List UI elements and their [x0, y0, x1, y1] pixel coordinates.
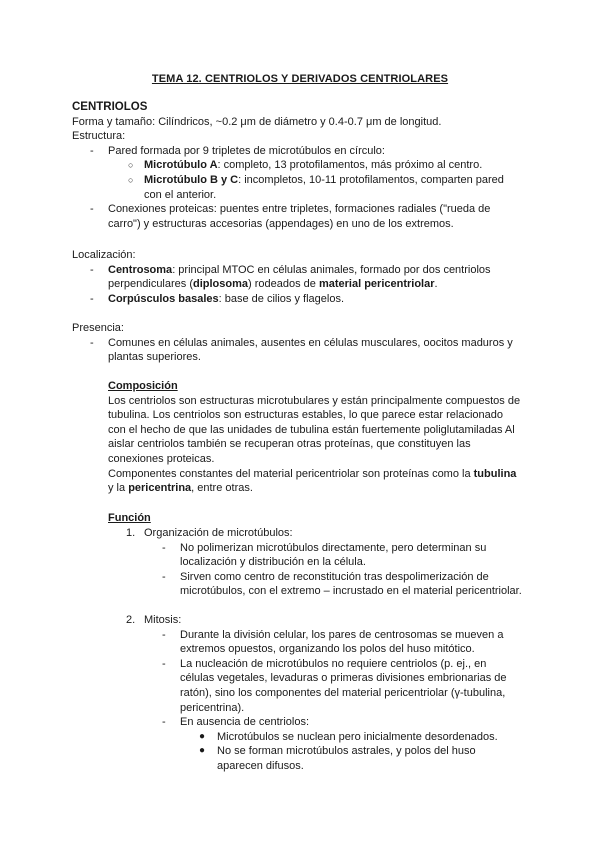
dash-marker: -	[162, 541, 166, 554]
text-segment: Componentes constantes del material pericentriolar son proteínas como la	[108, 467, 474, 480]
microtubulo-bc-desc: : incompletos, 10-11 protofilamentos, comparten pared	[238, 173, 504, 186]
list-item-text: No se forman microtúbulos astrales, y polos del huso	[217, 745, 476, 758]
pared-text: Pared formada por 9 tripletes de microtúbulos en círculo:	[108, 144, 385, 157]
section-funcion	[108, 511, 568, 526]
paragraph-line	[108, 481, 568, 496]
dash-marker: -	[162, 628, 166, 641]
conexiones-text: Conexiones proteicas: puentes entre tripletes, formaciones radiales ("rueda de	[108, 203, 491, 216]
text-segment: .	[434, 278, 438, 291]
term-centrosoma: Centrosoma	[108, 263, 173, 276]
list-item	[72, 173, 532, 188]
localizacion-label: Localización:	[72, 249, 136, 261]
list-item-text: La nucleación de microtúbulos no requiere centriolos (p. ej., en	[180, 657, 487, 670]
term-material-pericentriolar: material pericentriolar	[318, 278, 435, 291]
term-corpusculos-basales: Corpúsculos basales	[108, 292, 219, 305]
paragraph-line: aislar centriolos también se recuperan otras proteínas, que constituyen las	[108, 438, 471, 451]
list-item	[72, 158, 532, 173]
numbered-item-text: Organización de microtúbulos:	[144, 527, 293, 539]
list-item-continuation	[72, 701, 532, 716]
list-item-text: Microtúbulos se nuclean pero inicialmente desordenados.	[217, 730, 498, 743]
list-item-text: No polimerizan microtúbulos directamente, pero determinan su	[180, 541, 487, 554]
term-diplosoma: diplosoma	[193, 278, 249, 291]
list-item	[72, 202, 532, 217]
microtubulo-bc-desc-cont: con el anterior.	[144, 188, 217, 201]
list-item	[72, 292, 532, 307]
paragraph-line: con el hecho de que las unidades de tubulina están fuertemente poliglutamiladas Al	[108, 423, 515, 436]
list-item-text: aparecen difusos.	[217, 759, 304, 772]
list-item	[72, 628, 532, 643]
list-item	[72, 570, 532, 585]
list-item-text: localización y distribución en la célula.	[180, 556, 366, 569]
microtubulo-a-desc: : completo, 13 protofilamentos, más próximo al centro.	[217, 159, 483, 172]
list-item-continuation	[72, 671, 532, 686]
term-microtubulo-bc: Microtúbulo B y C	[144, 173, 239, 186]
conexiones-text-cont: carro") y estructuras accesorias (appendages) en uno de los extremos.	[108, 217, 454, 230]
numbered-item	[72, 526, 532, 541]
term-tubulina: tubulina	[473, 467, 517, 480]
dash-marker: -	[90, 203, 94, 216]
list-item-continuation	[72, 217, 532, 232]
dash-marker: -	[162, 570, 166, 583]
list-item-continuation	[72, 759, 532, 774]
list-item-text: Sirven como centro de reconstitución tras despolimerización de	[180, 570, 489, 583]
list-item-continuation	[72, 350, 532, 365]
dash-marker: -	[90, 292, 94, 305]
dash-marker: -	[90, 263, 94, 276]
list-item-continuation	[72, 555, 532, 570]
text-segment: perpendiculares (	[108, 278, 193, 291]
term-pericentrina: pericentrina	[128, 482, 192, 495]
list-item-continuation	[72, 188, 532, 203]
list-item	[72, 336, 532, 351]
list-item-continuation	[72, 686, 532, 701]
list-item-text: extremos opuestos, organizando los polos del huso mitótico.	[180, 643, 475, 656]
paragraph-line: Los centriolos son estructuras microtubulares y están principalmente compuestos de	[108, 394, 521, 407]
paragraph-line: conexiones proteicas.	[108, 452, 215, 465]
dash-marker: -	[90, 336, 94, 349]
circle-bullet-icon: ○	[128, 174, 134, 185]
list-item-text: Durante la división celular, los pares de centrosomas se mueven a	[180, 628, 504, 641]
list-item-text: ratón), sino los componentes del material pericentriolar (γ-tubulina,	[180, 686, 506, 699]
page-title: TEMA 12. CENTRIOLOS Y DERIVADOS CENTRIOLARES	[151, 73, 449, 85]
section-composicion	[108, 379, 568, 496]
list-item-text: En ausencia de centriolos:	[180, 716, 310, 729]
paragraph-line	[108, 467, 568, 482]
funcion-list-2	[72, 613, 532, 774]
numbered-item-text: Mitosis:	[144, 614, 182, 626]
dash-marker: -	[162, 657, 166, 670]
list-item	[72, 263, 532, 278]
section-centriolos	[72, 100, 532, 231]
list-item-text: pericentrina).	[180, 701, 245, 714]
forma-text: Forma y tamaño: Cilíndricos, ~0.2 μm de diámetro y 0.4-0.7 μm de longitud.	[72, 115, 442, 128]
bullet-icon: ●	[199, 730, 206, 742]
text-segment: , entre otras.	[191, 482, 253, 495]
list-item	[72, 144, 532, 159]
presencia-text-cont: plantas superiores.	[108, 351, 201, 364]
list-item	[72, 657, 532, 672]
list-item-text: células vegetales, levaduras o primeras divisiones embrionarias de	[180, 672, 507, 685]
numbered-item	[72, 613, 532, 628]
centrosoma-desc: : principal MTOC en células animales, formado por dos centriolos	[172, 263, 491, 276]
section-heading-composicion: Composición	[108, 380, 178, 392]
list-number: 2.	[126, 614, 136, 626]
term-microtubulo-a: Microtúbulo A	[144, 159, 218, 172]
section-presencia	[72, 321, 532, 365]
section-heading-centriolos: CENTRIOLOS	[72, 101, 148, 113]
funcion-list	[72, 526, 532, 599]
dash-marker: -	[162, 716, 166, 729]
section-heading-funcion: Función	[108, 512, 151, 524]
list-item-continuation	[72, 277, 532, 292]
bullet-icon: ●	[199, 745, 206, 757]
list-item-continuation	[72, 584, 532, 599]
paragraph-line: tubulina. Los centriolos son estructuras estables, lo que parece estar relacionado	[108, 409, 504, 422]
presencia-label: Presencia:	[72, 322, 124, 334]
circle-bullet-icon: ○	[128, 160, 134, 171]
corpusculos-desc: : base de cilios y flagelos.	[218, 292, 345, 305]
dash-marker: -	[90, 144, 94, 157]
text-segment: y la	[108, 482, 129, 495]
list-item	[72, 541, 532, 556]
list-item-continuation	[72, 642, 532, 657]
list-item	[72, 744, 532, 759]
presencia-text: Comunes en células animales, ausentes en células musculares, oocitos maduros y	[108, 336, 513, 349]
list-number: 1.	[126, 527, 136, 539]
list-item	[72, 715, 532, 730]
list-item-text: microtúbulos, con el extremo – incrustado en el material pericentriolar.	[180, 585, 522, 598]
section-localizacion	[72, 248, 532, 306]
list-item	[72, 730, 532, 745]
text-segment: ) rodeados de	[248, 278, 319, 291]
estructura-label: Estructura:	[72, 130, 126, 143]
